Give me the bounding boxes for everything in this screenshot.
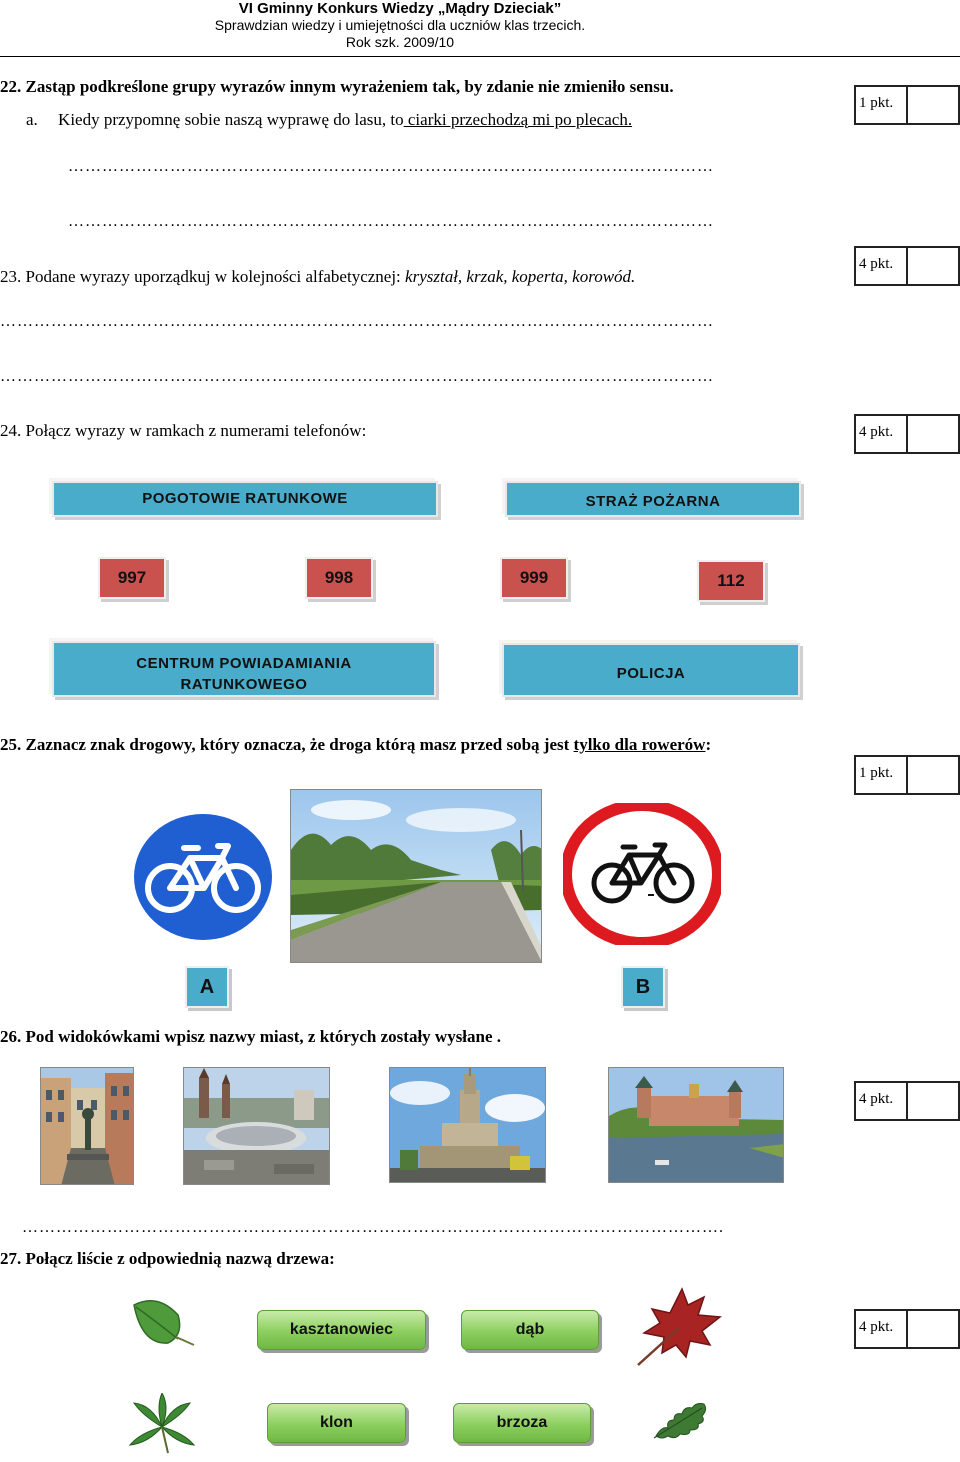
number-998[interactable]: 998: [305, 557, 373, 599]
points-box-26: [854, 1081, 960, 1121]
points-label-26: 4 pkt.: [856, 1083, 908, 1119]
oak-leaf-icon[interactable]: [652, 1400, 712, 1440]
points-label-22: 1 pkt.: [856, 87, 908, 123]
points-label-27: 4 pkt.: [856, 1311, 908, 1347]
question-24-text: Połącz wyrazy w ramkach z numerami telefonów:: [25, 421, 367, 440]
points-box-25: [854, 755, 960, 795]
question-27-text: Połącz liście z odpowiednią nazwą drzewa:: [25, 1249, 335, 1268]
postcard-palace-photo: [389, 1067, 546, 1183]
question-22a-text: Kiedy przypomnę sobie naszą wyprawę do lasu, to: [58, 110, 404, 129]
birch-leaf-icon[interactable]: [128, 1295, 198, 1347]
bicycle-path-sign-icon[interactable]: [132, 812, 274, 942]
points-box-27: [854, 1309, 960, 1349]
box-centrum-powiadamiania[interactable]: [52, 641, 436, 697]
road-photo: [290, 789, 542, 963]
question-22-text: Zastąp podkreślone grupy wyrazów innym wyrażeniem tak, by zdanie nie zmieniło sensu.: [25, 77, 674, 96]
question-26: [0, 1027, 501, 1047]
question-25-text: Zaznacz znak drogowy, który oznacza, że droga którą masz przed sobą jest: [25, 735, 570, 754]
tree-brzoza-button[interactable]: brzoza: [453, 1403, 591, 1443]
question-22a-label: a.: [26, 110, 38, 129]
no-bicycles-sign-icon[interactable]: [563, 803, 721, 945]
question-22: [0, 77, 674, 97]
question-26-number: 26.: [0, 1027, 22, 1046]
box-policja[interactable]: POLICJA: [502, 643, 800, 697]
contest-title: VI Gminny Konkurs Wiedzy „Mądry Dzieciak”: [238, 0, 562, 17]
box-centrum-line-1: CENTRUM POWIADAMIANIA: [136, 655, 352, 672]
chestnut-leaf-icon[interactable]: [128, 1393, 196, 1455]
points-label-24: 4 pkt.: [856, 416, 908, 452]
question-23-number: 23.: [0, 267, 22, 286]
header-divider: [0, 56, 960, 57]
option-b-button[interactable]: B: [621, 966, 665, 1008]
question-23: [0, 267, 635, 287]
postcard-fountain-photo: [40, 1067, 134, 1185]
points-field-27[interactable]: [908, 1311, 958, 1347]
points-label-23: 4 pkt.: [856, 248, 908, 284]
points-field-23[interactable]: [908, 248, 958, 284]
question-22a-underlined: ciarki przechodzą mi po plecach.: [403, 110, 633, 129]
points-field-22[interactable]: [908, 87, 958, 123]
maple-leaf-icon[interactable]: [632, 1287, 724, 1367]
test-subtitle: Sprawdzian wiedzy i umiejętności dla uczniów klas trzecich.: [214, 17, 586, 33]
question-23-text: Podane wyrazy uporządkuj w kolejności alfabetycznej:: [25, 267, 401, 286]
question-25-underlined: tylko dla rowerów: [573, 735, 706, 754]
tree-kasztanowiec-button[interactable]: kasztanowiec: [257, 1310, 426, 1350]
question-27: [0, 1249, 335, 1269]
answer-line-26[interactable]: …………………………………………………………………………………………………………….: [22, 1219, 724, 1236]
box-centrum-line-2: RATUNKOWEGO: [180, 676, 308, 693]
option-a-button[interactable]: A: [185, 966, 229, 1008]
answer-line-23-2[interactable]: ………………………………………………………………………………………………………………: [0, 368, 714, 385]
points-label-25: 1 pkt.: [856, 757, 908, 793]
question-22a: [26, 110, 632, 130]
box-pogotowie[interactable]: POGOTOWIE RATUNKOWE: [52, 481, 438, 517]
postcard-castle-photo: [608, 1067, 784, 1183]
number-999[interactable]: 999: [500, 557, 568, 599]
question-25-colon: :: [705, 735, 712, 754]
box-straz-pozarna[interactable]: STRAŻ POŻARNA: [505, 481, 801, 517]
number-112[interactable]: 112: [697, 560, 765, 602]
points-field-26[interactable]: [908, 1083, 958, 1119]
question-22-number: 22.: [0, 77, 22, 96]
question-23-words: kryształ, krzak, koperta, korowód.: [405, 267, 636, 286]
answer-line-22-1[interactable]: ……………………………………………………………………………………………………: [68, 158, 714, 175]
question-24: [0, 421, 366, 441]
points-box-22: [854, 85, 960, 125]
points-box-23: [854, 246, 960, 286]
postcard-city-square-photo: [183, 1067, 330, 1185]
question-24-number: 24.: [0, 421, 22, 440]
answer-line-22-2[interactable]: ……………………………………………………………………………………………………: [68, 213, 714, 230]
points-box-24: [854, 414, 960, 454]
answer-line-23-1[interactable]: ………………………………………………………………………………………………………………: [0, 313, 714, 330]
question-25-number: 25.: [0, 735, 22, 754]
question-27-number: 27.: [0, 1249, 22, 1268]
number-997[interactable]: 997: [98, 557, 166, 599]
school-year: Rok szk. 2009/10: [345, 34, 455, 50]
points-field-24[interactable]: [908, 416, 958, 452]
tree-dab-button[interactable]: dąb: [461, 1310, 599, 1350]
question-26-text: Pod widokówkami wpisz nazwy miast, z których zostały wysłane .: [25, 1027, 502, 1046]
tree-klon-button[interactable]: klon: [267, 1403, 406, 1443]
question-25: [0, 735, 711, 755]
points-field-25[interactable]: [908, 757, 958, 793]
